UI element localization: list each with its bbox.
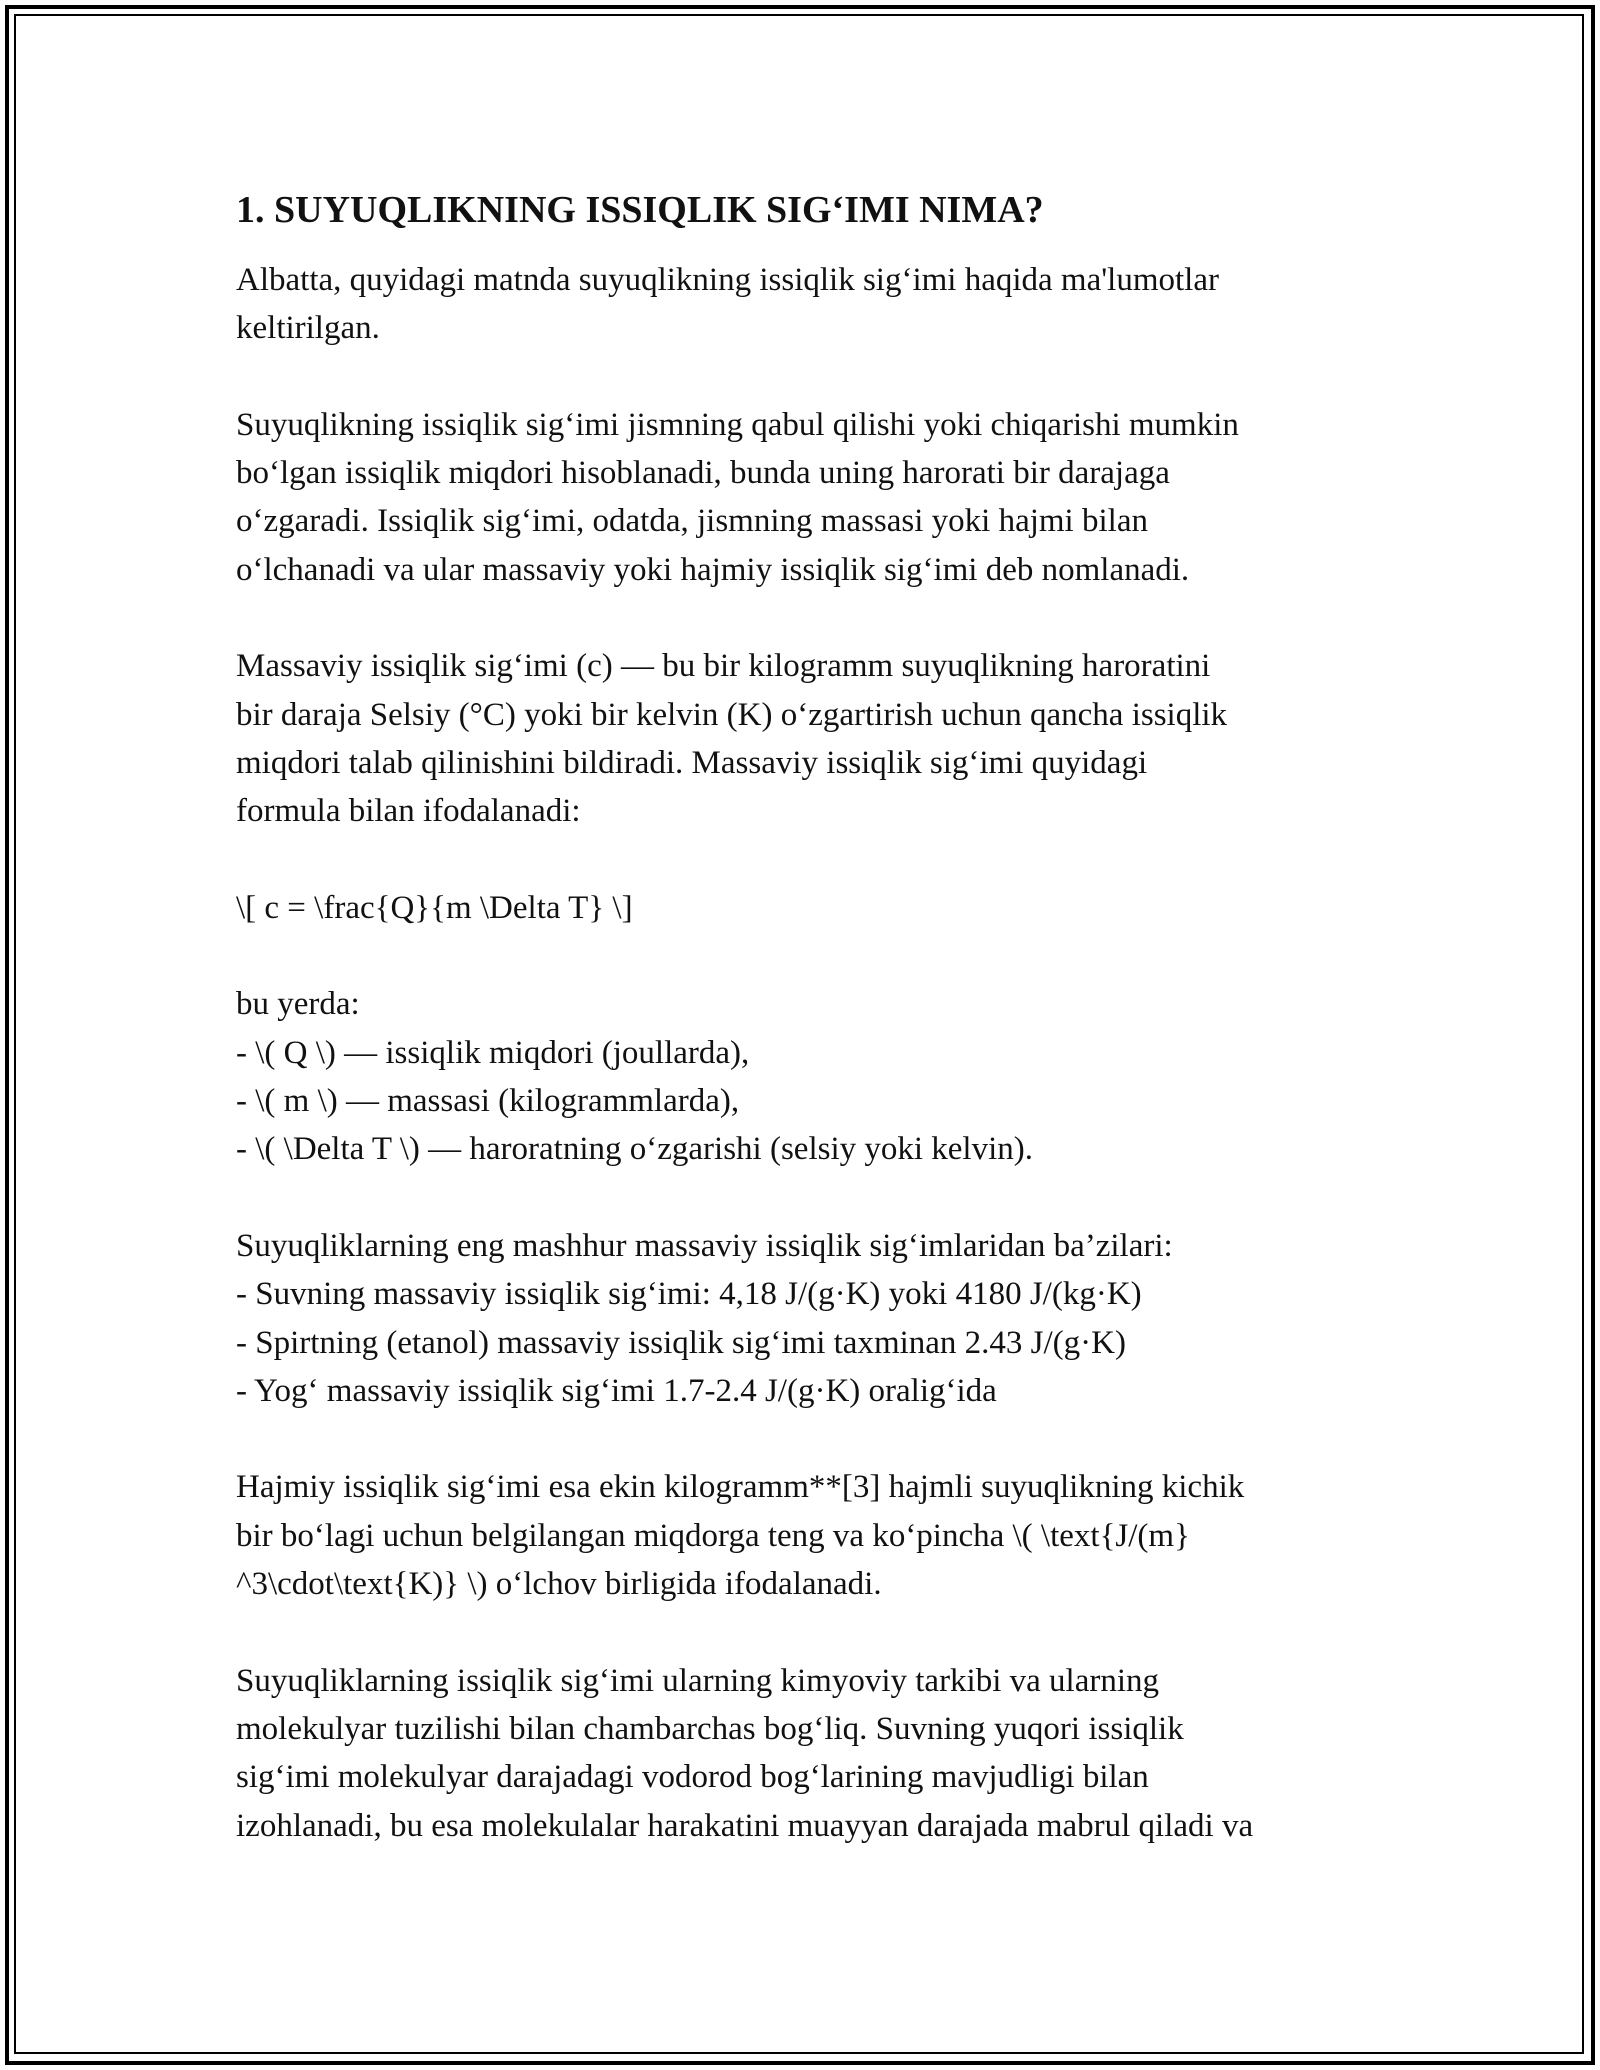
text-line: Suyuqliklarning eng mashhur massaviy issiqlik sig‘imlaridan ba’zilari: [236, 1227, 1173, 1264]
list-item: - Suvning massaviy issiqlik sig‘imi: 4,18 J/(g·K) yoki 4180 J/(kg·K) [236, 1276, 1142, 1313]
text-line: Massaviy issiqlik sig‘imi (c) — bu bir kilogramm suyuqlikning haroratini [236, 648, 1211, 685]
text-line: bo‘lgan issiqlik miqdori hisoblanadi, bunda uning harorati bir darajaga [236, 455, 1170, 492]
text-line: molekulyar tuzilishi bilan chambarchas bog‘liq. Suvning yuqori issiqlik [236, 1710, 1184, 1747]
list-item: - \( \Delta T \) — haroratning o‘zgarishi (selsiy yoki kelvin). [236, 1131, 1034, 1168]
list-item: - \( Q \) — issiqlik miqdori (joullarda), [236, 1034, 750, 1071]
text-line: Hajmiy issiqlik sig‘imi esa ekin kilogramm**[3] hajmli suyuqlikning kichik [236, 1469, 1245, 1506]
text-line: keltirilgan. [236, 310, 380, 347]
text-line: izohlanadi, bu esa molekulalar harakatini muayyan darajada mabrul qiladi va [236, 1807, 1254, 1844]
text-line: Albatta, quyidagi matnda suyuqlikning issiqlik sig‘imi haqida ma'lumotlar [236, 262, 1219, 298]
paragraph-variables [236, 980, 1386, 1173]
text-line: formula bilan ifodalanadi: [236, 793, 581, 830]
paragraph-molecular [236, 1657, 1386, 1850]
section-heading: 1. SUYUQLIKNING ISSIQLIK SIG‘IMI NIMA? [236, 189, 1044, 231]
paragraph-volumetric [236, 1463, 1386, 1608]
text-line: Suyuqliklarning issiqlik sig‘imi ularning kimyoviy tarkibi va ularning [236, 1662, 1160, 1699]
text-line: o‘lchanadi va ular massaviy yoki hajmiy issiqlik sig‘imi deb nomlanadi. [236, 551, 1190, 588]
formula-line: \[ c = \frac{Q}{m \Delta T} \] [236, 889, 633, 926]
text-line: bu yerda: [236, 986, 360, 1023]
text-line: sig‘imi molekulyar darajadagi vodorod bog‘larining mavjudligi bilan [236, 1759, 1149, 1796]
text-line: Suyuqlikning issiqlik sig‘imi jismning qabul qilishi yoki chiqarishi mumkin [236, 406, 1239, 443]
list-item: - Spirtning (etanol) massaviy issiqlik sig‘imi taxminan 2.43 J/(g·K) [236, 1324, 1126, 1361]
text-line: bir daraja Selsiy (°C) yoki bir kelvin (K) o‘zgartirish uchun qancha issiqlik [236, 696, 1228, 733]
paragraph-specific-heat [236, 642, 1386, 835]
paragraph-formula [236, 884, 1386, 932]
list-item: - Yog‘ massaviy issiqlik sig‘imi 1.7-2.4 J/(g·K) oralig‘ida [236, 1372, 997, 1409]
paragraph-intro [236, 256, 1386, 353]
paragraph-examples [236, 1222, 1386, 1415]
document-body [236, 186, 1386, 1898]
text-line: bir bo‘lagi uchun belgilangan miqdorga teng va ko‘pincha \( \text{J/(m} [236, 1517, 1190, 1554]
paragraph-definition [236, 401, 1386, 594]
text-line: ^3\cdot\text{K)} \) o‘lchov birligida ifodalanadi. [236, 1566, 882, 1603]
list-item: - \( m \) — massasi (kilogrammlarda), [236, 1083, 740, 1120]
text-line: o‘zgaradi. Issiqlik sig‘imi, odatda, jismning massasi yoki hajmi bilan [236, 503, 1148, 540]
text-line: miqdori talab qilinishini bildiradi. Massaviy issiqlik sig‘imi quyidagi [236, 744, 1148, 781]
